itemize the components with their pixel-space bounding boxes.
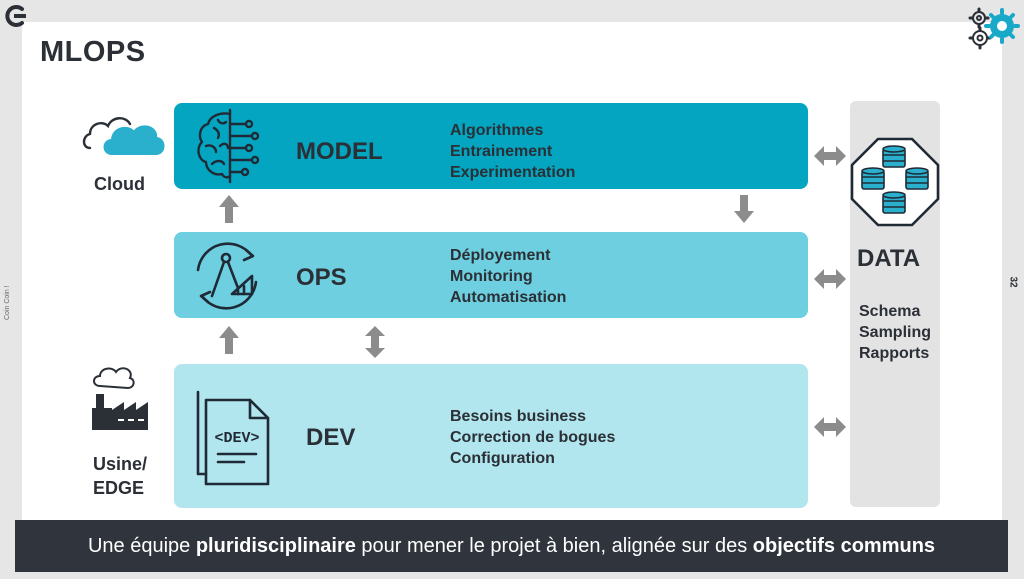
data-item: Sampling [859, 324, 932, 341]
banner-part: pour mener le projet à bien, alignée sur des [355, 535, 753, 557]
data-items [859, 301, 931, 364]
ops-item: Déployement [450, 247, 551, 264]
factory-icon [88, 362, 152, 432]
ops-layer-label: OPS [296, 264, 347, 291]
arrow-leftright-icon [814, 417, 846, 437]
ops-items [450, 245, 566, 308]
brain-circuit-icon [190, 106, 270, 186]
banner-bold: objectifs communs [752, 535, 936, 557]
dev-doc-tag: <DEV> [214, 430, 260, 447]
compass-cycle-icon [186, 236, 268, 316]
arrow-down-icon [734, 195, 754, 223]
summary-banner [15, 520, 1008, 572]
edge-label-line: EDGE [93, 478, 145, 498]
banner-text [15, 520, 1008, 572]
model-item: Entrainement [450, 143, 553, 160]
arrow-up-icon [219, 326, 239, 354]
page-number: 32 [1007, 276, 1019, 288]
coin-logo-icon [2, 2, 30, 30]
banner-bold: pluridisciplinaire [195, 535, 356, 557]
banner-part: Une équipe [87, 535, 196, 557]
dev-items [450, 406, 615, 469]
arrow-updown-icon [365, 326, 385, 358]
ops-item: Monitoring [450, 268, 533, 285]
model-layer-label: MODEL [296, 138, 383, 165]
usine-label-line: Usine/ [93, 454, 148, 474]
dev-item: Correction de bogues [450, 429, 616, 446]
cloud-icon [82, 108, 168, 158]
cloud-label: Cloud [94, 174, 145, 194]
arrow-leftright-icon [814, 269, 846, 289]
gears-icon [966, 6, 1020, 52]
database-cluster-icon [850, 137, 940, 227]
dev-layer-label: DEV [306, 424, 356, 451]
dev-document-icon [192, 390, 272, 486]
page-title: MLOPS [40, 36, 146, 68]
model-item: Algorithmes [450, 122, 544, 139]
data-item: Schema [859, 303, 921, 320]
arrow-leftright-icon [814, 146, 846, 166]
data-item: Rapports [859, 345, 930, 362]
dev-item: Besoins business [450, 408, 587, 425]
ops-item: Automatisation [450, 289, 567, 306]
side-note: Coin Coin ! [4, 285, 11, 320]
dev-item: Configuration [450, 450, 555, 467]
model-items [450, 120, 575, 183]
data-title: DATA [857, 245, 921, 272]
model-item: Experimentation [450, 164, 576, 181]
usine-edge-label [93, 452, 147, 500]
arrow-up-icon [219, 195, 239, 223]
